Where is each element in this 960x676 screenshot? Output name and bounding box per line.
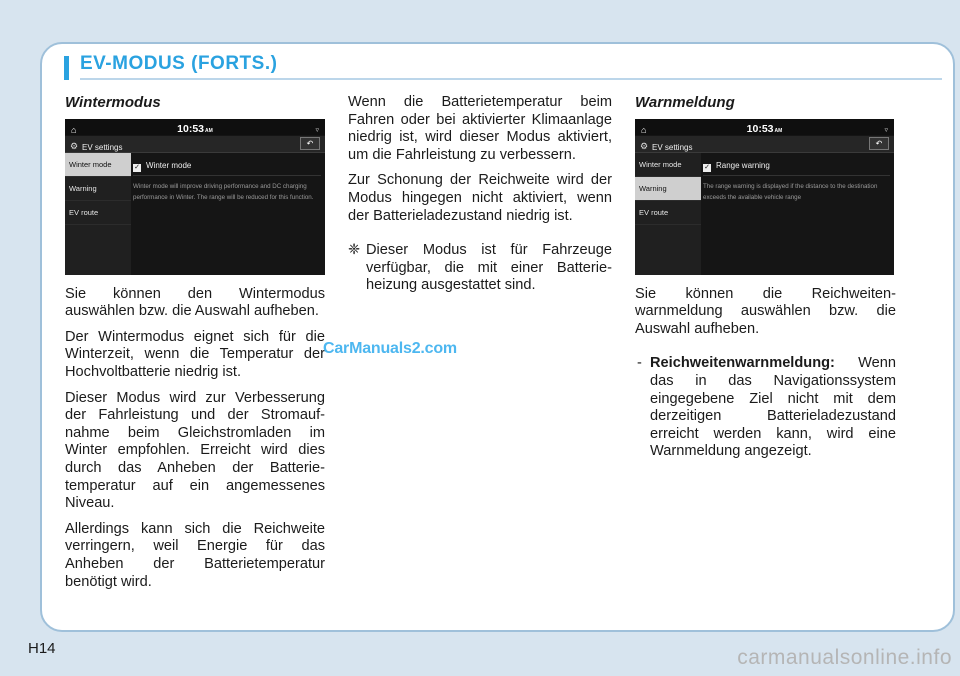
heading-wintermodus: Wintermodus: [65, 94, 161, 111]
page-number: H14: [28, 640, 56, 657]
watermark-carmanuals2: CarManuals2.com: [323, 340, 457, 357]
gear-icon: ⚙: [640, 140, 649, 151]
screen-clock: 10:53AM: [746, 122, 783, 135]
screen-menu: [635, 153, 701, 275]
column-middle: [348, 94, 612, 295]
screen-menu-item-winter-mode: Winter mode: [635, 153, 701, 177]
back-icon: ↶: [869, 137, 889, 150]
checkbox-checked-icon: ✓: [704, 163, 710, 171]
screen-status-bar: [635, 119, 894, 135]
note-symbol-icon: ❈: [348, 242, 361, 259]
screen-menu: [65, 153, 131, 275]
screen-status-bar: [65, 119, 325, 135]
footer-watermark: carmanualsonline.info: [737, 646, 952, 669]
signal-icon: ▿: [884, 126, 888, 134]
paragraph: Sie können die Reichweiten-warnmeldung auswählen bzw. die Auswahl aufheben.: [635, 285, 896, 337]
bullet-term: Reichweitenwarnmeldung:: [650, 355, 835, 372]
screen-settings-bar: [65, 136, 325, 153]
gear-icon: ⚙: [70, 140, 79, 151]
screen-clock: 10:53AM: [177, 122, 213, 135]
bullet-item: [635, 355, 896, 461]
screen-menu-item-warning: Warning: [65, 177, 131, 201]
paragraph: Sie können den Wintermodus auswählen bzw. die Auswahl aufheben.: [65, 285, 325, 320]
paragraph: Dieser Modus wird zur Verbesserung der Fahrleistung und der Stromauf-nahme beim Gleichstromladen im Winter empfohlen. Erreicht wird dies durch das Anheben der Batterie-temperatur auf ein angemessenes Niveau.: [65, 389, 325, 512]
column-warnmeldung: [635, 94, 896, 461]
bullet-dash: -: [637, 355, 642, 372]
screen-content: [703, 157, 890, 203]
screen-settings-bar: [635, 136, 894, 153]
screen-content: [133, 157, 321, 203]
screenshot-winter-mode: [65, 119, 325, 275]
note-text: Dieser Modus ist für Fahrzeuge verfügbar, die mit einer Batterie-heizung ausgestattet sind.: [366, 242, 612, 294]
screen-settings-title: EV settings: [652, 142, 693, 152]
note: [348, 242, 612, 295]
bullet-text: Wenn das in das Navigationssystem eingegebene Ziel nicht mit dem derzeitigen Batterieladezustand erreicht werden kann, wird eine Warnmeldung angezeigt.: [650, 355, 896, 460]
screen-description: Winter mode will improve driving performance and DC charging performance in Winter. The range will be reduced for this function.: [133, 182, 314, 201]
screen-menu-item-ev-route: EV route: [65, 201, 131, 225]
column-wintermodus: [65, 94, 325, 599]
screen-menu-item-warning: Warning: [635, 177, 701, 201]
home-icon: ⌂: [641, 124, 647, 135]
paragraph: Zur Schonung der Reichweite wird der Modus hingegen nicht aktiviert, wenn der Batterieladezustand niedrig ist.: [348, 172, 612, 224]
screenshot-range-warning: [635, 119, 894, 275]
screen-settings-title: EV settings: [82, 142, 123, 152]
screen-menu-item-ev-route: EV route: [635, 201, 701, 225]
paragraph: Der Wintermodus eignet sich für die Winterzeit, wenn die Temperatur der Hochvoltbatterie niedrig ist.: [65, 328, 325, 380]
home-icon: ⌂: [71, 124, 77, 135]
screen-checkbox-row: ✓ Range warning: [703, 157, 890, 176]
section-rule: [80, 78, 942, 80]
heading-warnmeldung: Warnmeldung: [635, 94, 735, 111]
checkbox-checked-icon: ✓: [134, 163, 140, 171]
screen-menu-item-winter-mode: Winter mode: [65, 153, 131, 177]
section-accent-bar: [64, 56, 69, 80]
paragraph: Wenn die Batterietemperatur beim Fahren oder bei aktivierter Klimaanlage niedrig ist, wird dieser Modus aktiviert, um die Fahrleistung zu verbessern.: [348, 94, 612, 163]
signal-icon: ▿: [315, 126, 319, 134]
paragraph: Allerdings kann sich die Reichweite verringern, weil Energie für das Anheben der Batterietemperatur benötigt wird.: [65, 520, 325, 590]
back-icon: ↶: [300, 137, 320, 150]
screen-description: The range warning is displayed if the distance to the destination exceeds the available vehicle range: [703, 182, 878, 201]
section-title: EV-MODUS (FORTS.): [80, 53, 278, 74]
screen-checkbox-row: ✓ Winter mode: [133, 157, 321, 176]
